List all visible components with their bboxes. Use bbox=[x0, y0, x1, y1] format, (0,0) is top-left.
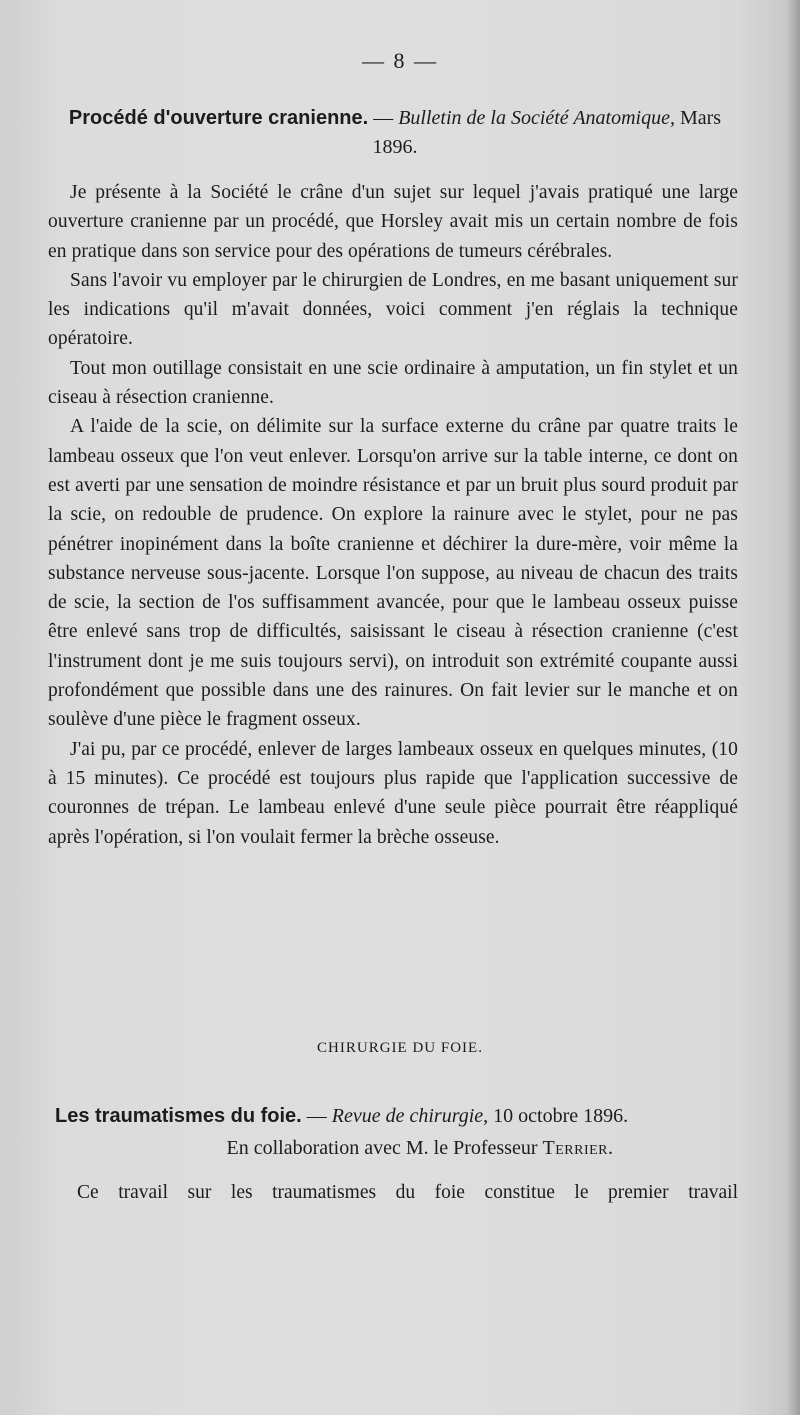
journal-name: Bulletin de la Société Anatomique, bbox=[398, 107, 675, 129]
section-label: CHIRURGIE DU FOIE. bbox=[317, 1040, 483, 1056]
paragraph: Tout mon outillage consistait en une scie ordinaire à amputation, un fin stylet et un ciseau à résection cranienne. bbox=[48, 357, 738, 409]
collaboration-text: En collaboration avec M. le Professeur bbox=[226, 1137, 543, 1159]
publication-date: Mars 1896. bbox=[372, 107, 722, 158]
article-title: Procédé d'ouverture cranienne. bbox=[68, 107, 369, 129]
title-dash: — bbox=[301, 1105, 332, 1127]
article-title-line bbox=[55, 1100, 745, 1132]
title-dash: — bbox=[368, 107, 399, 129]
article-heading-2 bbox=[55, 1100, 745, 1164]
publication-date: 10 octobre 1896. bbox=[488, 1105, 629, 1127]
journal-name: Revue de chirurgie, bbox=[331, 1105, 489, 1127]
page-number: — 8 — bbox=[362, 48, 438, 73]
paragraph: Sans l'avoir vu employer par le chirurgien de Londres, en me basant uniquement sur les indications qu'il m'avait données, voici comment j'en réglais la technique opératoire. bbox=[48, 269, 738, 350]
article-body-first-line: Ce travail sur les traumatismes du foie constitue le premier travail bbox=[77, 1182, 738, 1203]
paragraph: Je présente à la Société le crâne d'un sujet sur lequel j'avais pratiqué une large ouverture cranienne par un procédé, que Horsley avait mis un certain nombre de fois en pratique dans son service pour des opérations de tumeurs cérébrales. bbox=[48, 182, 738, 262]
article-heading bbox=[52, 104, 738, 162]
collaboration-line bbox=[55, 1132, 745, 1164]
paragraph: J'ai pu, par ce procédé, enlever de larges lambeaux osseux en quelques minutes, (10 à 15 minutes). Ce procédé est toujours plus rapide que l'application successive de couronnes de trépan. Le lambeau enlevé d'une seule pièce pourrait être réappliqué après l'opération, si l'on voulait fermer la brèche osseuse. bbox=[48, 738, 738, 848]
paragraph: A l'aide de la scie, on délimite sur la surface externe du crâne par quatre traits le lambeau osseux que l'on veut enlever. Lorsqu'on arrive sur la table interne, ce dont on est averti par une sensation de moindre résistance et par un bruit plus sourd produit par la scie, on redouble de prudence. On explore la rainure avec le stylet, pour ne pas pénétrer inopinément dans la boîte cranienne et déchirer la dure-mère, voir même la substance nerveuse sous-jacente. Lorsque l'on suppose, au niveau de chacun des traits de scie, la section de l'os suffisamment avancée, pour que le lambeau osseux puisse être enlevé sans trop de difficultés, saisissant le ciseau à résection cranienne (c'est l'instrument dont je me suis toujours servi), on introduit son extrémité coupante aussi profondément que possible dans une des rainures. On fait levier sur le manche et on soulève d'une pièce le fragment osseux. bbox=[48, 416, 738, 731]
article-body bbox=[48, 178, 738, 852]
page-edge-shadow bbox=[786, 0, 800, 1415]
collaborator-name: Terrier. bbox=[542, 1137, 614, 1159]
article-title: Les traumatismes du foie. bbox=[55, 1105, 302, 1127]
